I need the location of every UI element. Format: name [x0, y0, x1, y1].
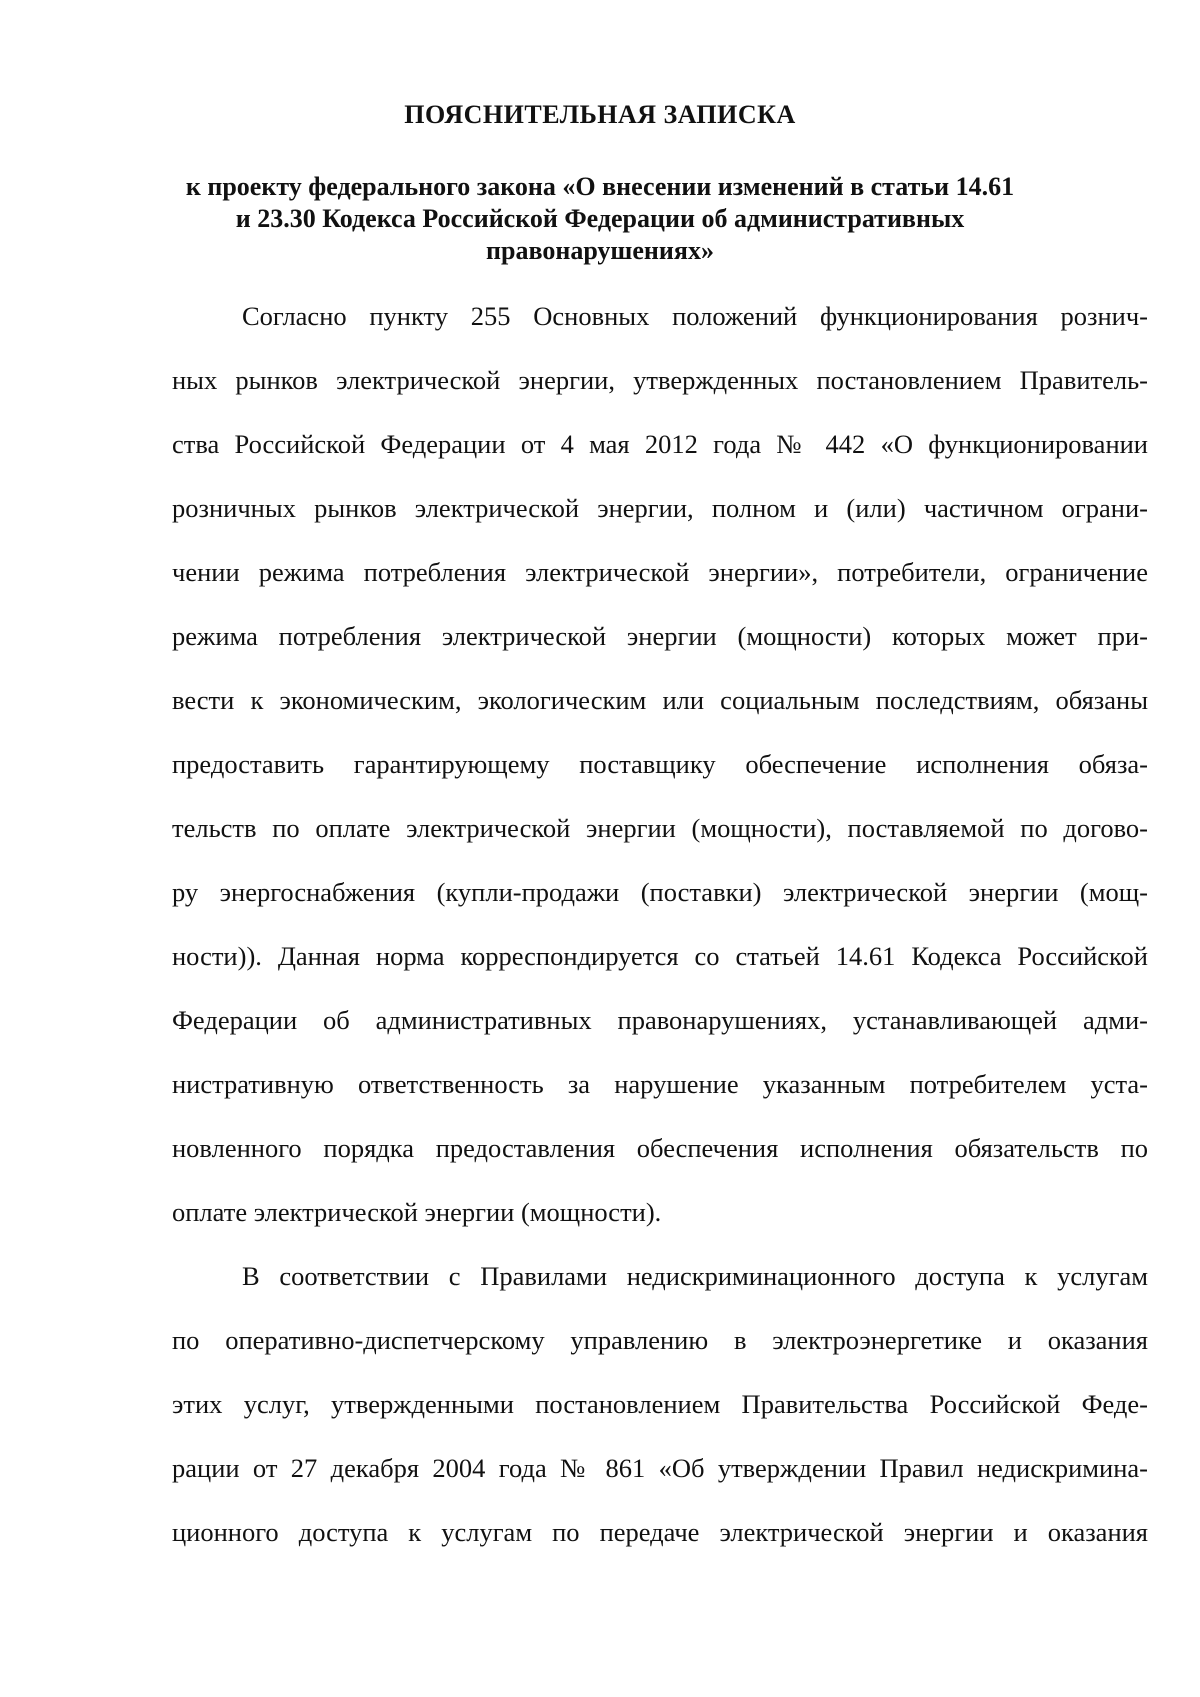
text-line: новленного порядка предоставления обеспечения исполнения обязательств по — [172, 1133, 1148, 1163]
text-line: ства Российской Федерации от 4 мая 2012 года № 442 «О функционировании — [172, 429, 1148, 459]
text-line: ности)). Данная норма корреспондируется со статьей 14.61 Кодекса Российской — [172, 941, 1148, 971]
paragraph-2 — [172, 1260, 1148, 1580]
text-line: чении режима потребления электрической энергии», потребители, ограничение — [172, 557, 1148, 587]
paragraph-1 — [172, 300, 1148, 1260]
text-line: рации от 27 декабря 2004 года № 861 «Об утверждении Правил недискримина- — [172, 1453, 1148, 1483]
document-body — [172, 300, 1148, 1580]
text-line: режима потребления электрической энергии (мощности) которых может при- — [172, 621, 1148, 651]
text-line: нистративную ответственность за нарушение указанным потребителем уста- — [172, 1069, 1148, 1099]
text-line: Согласно пункту 255 Основных положений функционирования рознич- — [242, 301, 1148, 331]
text-line: ционного доступа к услугам по передаче электрической энергии и оказания — [172, 1517, 1148, 1547]
text-line: вести к экономическим, экологическим или социальным последствиям, обязаны — [172, 685, 1148, 715]
text-line: Федерации об административных правонарушениях, устанавливающей адми- — [172, 1005, 1148, 1035]
text-line: розничных рынков электрической энергии, полном и (или) частичном ограни- — [172, 493, 1148, 523]
text-line: В соответствии с Правилами недискриминационного доступа к услугам — [242, 1261, 1148, 1291]
text-line: этих услуг, утвержденными постановлением Правительства Российской Феде- — [172, 1389, 1148, 1419]
text-line: по оперативно-диспетчерскому управлению в электроэнергетике и оказания — [172, 1325, 1148, 1355]
text-line: ру энергоснабжения (купли-продажи (поставки) электрической энергии (мощ- — [172, 877, 1148, 907]
text-line: оплате электрической энергии (мощности). — [172, 1197, 662, 1227]
subtitle-line: к проекту федерального закона «О внесении изменений в статьи 14.61 — [185, 172, 1015, 201]
document-subtitle — [0, 171, 1200, 267]
document-title: ПОЯСНИТЕЛЬНАЯ ЗАПИСКА — [404, 100, 796, 129]
text-line: ных рынков электрической энергии, утвержденных постановлением Правитель- — [172, 365, 1148, 395]
subtitle-line: и 23.30 Кодекса Российской Федерации об административных — [235, 204, 965, 233]
text-line: предоставить гарантирующему поставщику обеспечение исполнения обяза- — [172, 749, 1148, 779]
text-line: тельств по оплате электрической энергии (мощности), поставляемой по догово- — [172, 813, 1148, 843]
subtitle-line: правонарушениях» — [486, 236, 714, 265]
